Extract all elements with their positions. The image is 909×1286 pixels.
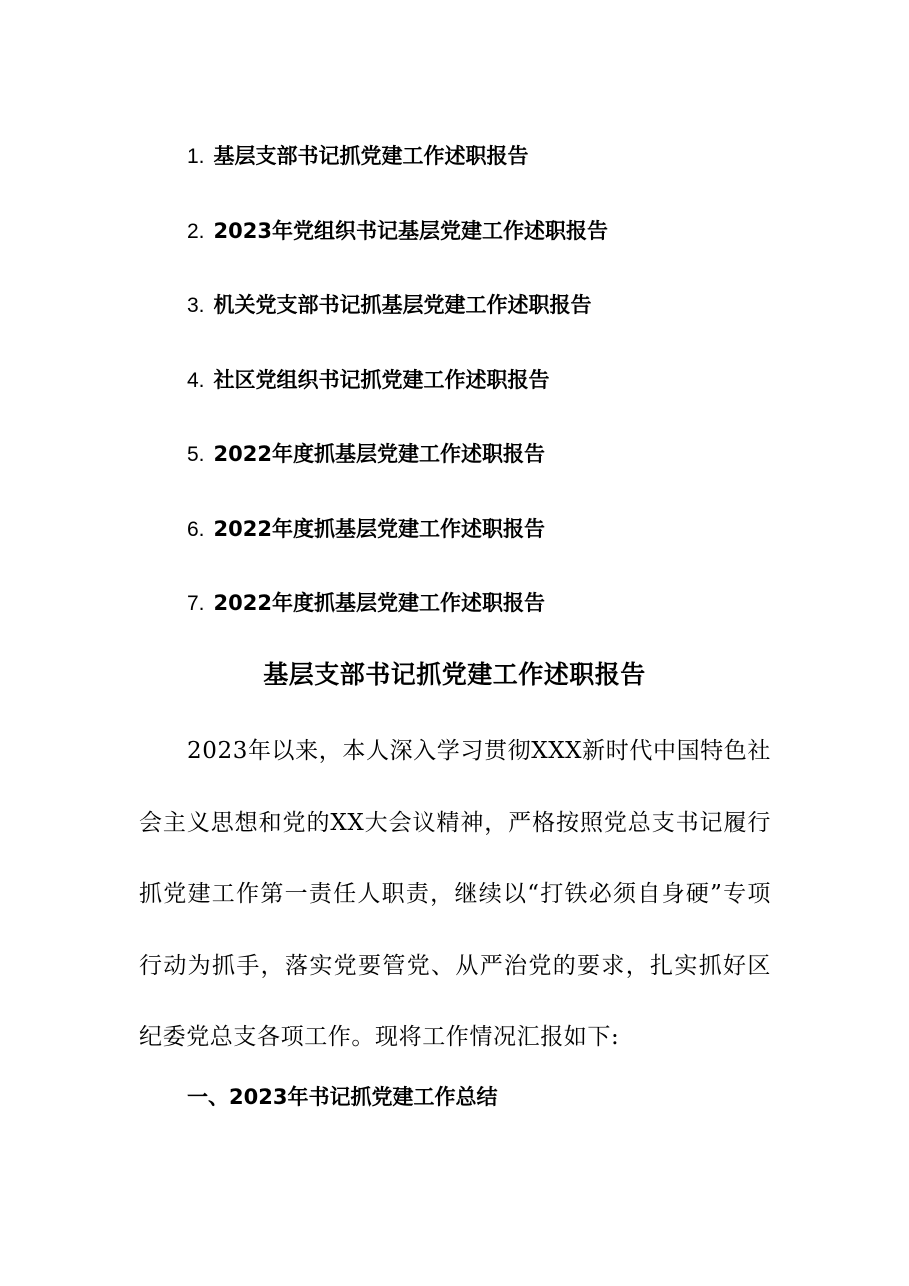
toc-item-5[interactable] (187, 436, 847, 511)
toc-text: 2022年度抓基层党建工作述职报告 (213, 516, 545, 541)
toc-item-1[interactable] (187, 138, 847, 213)
toc-number: 4. (187, 368, 205, 392)
toc-item-7[interactable] (187, 585, 847, 660)
toc-item-3[interactable] (187, 287, 847, 362)
toc-item-2[interactable] (187, 213, 847, 288)
toc-number: 2. (187, 219, 205, 243)
toc-text: 社区党组织书记抓党建工作述职报告 (213, 367, 550, 392)
toc-text: 机关党支部书记抓基层党建工作述职报告 (213, 293, 592, 317)
toc-number: 3. (187, 294, 205, 317)
toc-number: 6. (187, 517, 205, 541)
toc-number: 1. (187, 145, 205, 168)
intro-paragraph: 2023年以来，本人深入学习贯彻XXX新时代中国特色社会主义思想和党的XX大会议精神，严格按照党总支书记履行抓党建工作第一责任人职责，继续以“打铁必须自身硬”专项行动为抓手，落实党要管党、从严治党的要求，扎实抓好区纪委党总支各项工作。现将工作情况汇报如下: (139, 738, 771, 1050)
toc-text: 2022年度抓基层党建工作述职报告 (213, 591, 545, 615)
section-heading: 一、2023年书记抓党建工作总结 (187, 1085, 498, 1109)
table-of-contents (187, 138, 847, 660)
document-title: 基层支部书记抓党建工作述职报告 (263, 660, 646, 689)
toc-item-6[interactable] (187, 511, 847, 586)
toc-text: 2023年党组织书记基层党建工作述职报告 (213, 218, 608, 243)
toc-text: 2022年度抓基层党建工作述职报告 (213, 442, 545, 466)
toc-number: 5. (187, 443, 205, 466)
toc-number: 7. (187, 592, 205, 615)
toc-item-4[interactable] (187, 362, 847, 437)
toc-text: 基层支部书记抓党建工作述职报告 (213, 144, 529, 168)
